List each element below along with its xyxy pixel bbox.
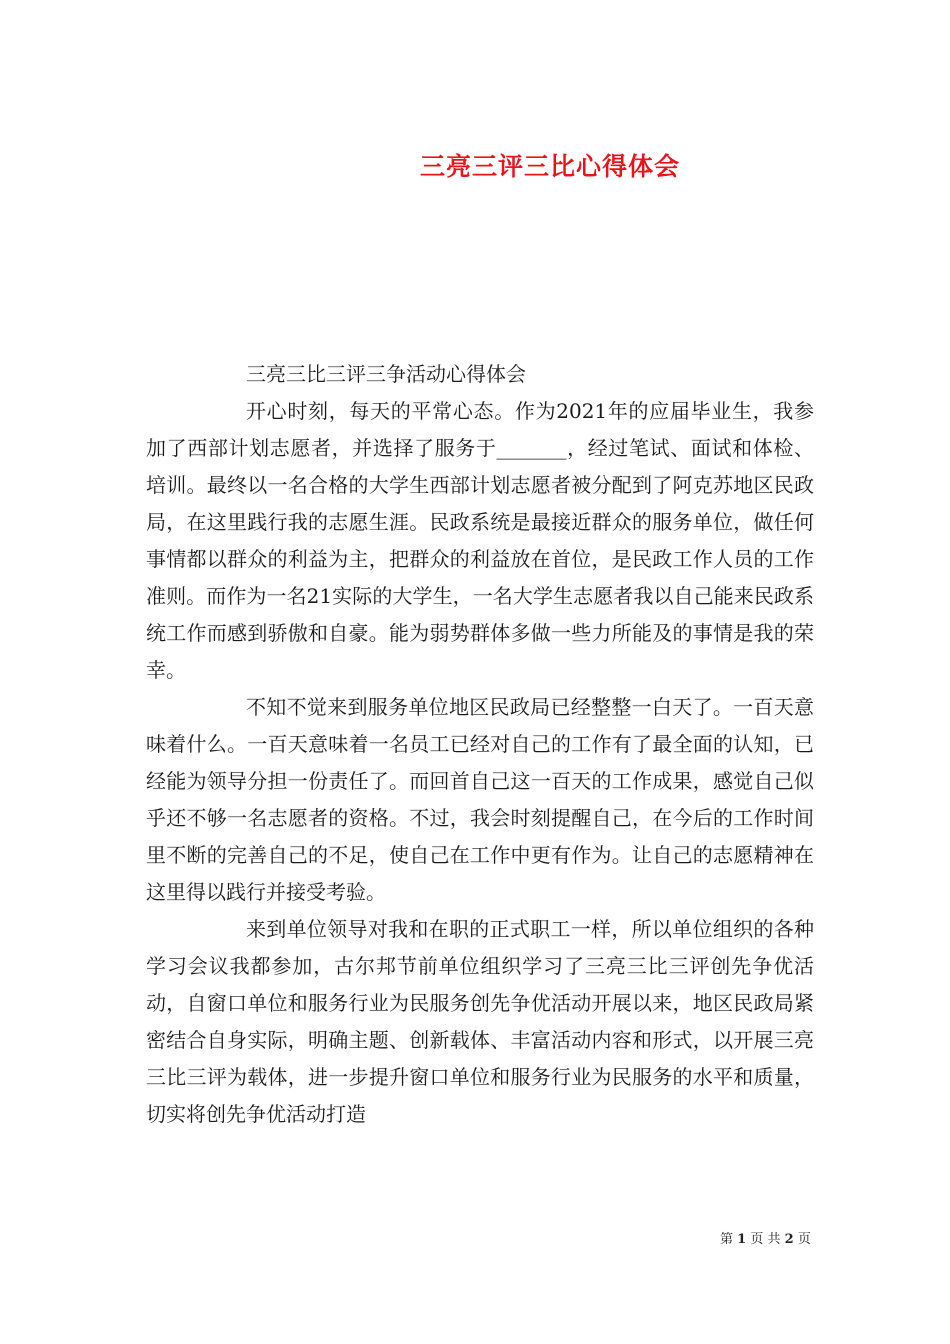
footer-prefix: 第 — [720, 1232, 734, 1247]
paragraph-3: 来到单位领导对我和在职的正式职工一样，所以单位组织的各种学习会议我都参加，古尔邦节前单位组织学习了三亮三比三评创先争优活动，自窗口单位和服务行业为民服务创先争优活动开展以来，地区民政局紧密结合自身实际，明确主题、创新载体、丰富活动内容和形式，以开展三亮三比三评为载体，进一步提升窗口单位和服务行业为民服务的水平和质量，切实将创先争优活动打造 — [146, 917, 814, 1126]
page-number-footer — [720, 1231, 811, 1249]
footer-middle: 页 共 — [750, 1232, 781, 1247]
footer-suffix: 页 — [797, 1232, 811, 1247]
footer-total-pages: 2 — [784, 1232, 794, 1247]
article-subtitle: 三亮三比三评三争活动心得体会 — [246, 362, 526, 386]
paragraph-1: 开心时刻，每天的平常心态。作为2021年的应届毕业生，我参加了西部计划志愿者，并选择了服务于_______，经过笔试、面试和体检、培训。最终以一名合格的大学生西部计划志愿者被分配到了阿克苏地区民政局，在这里践行我的志愿生涯。民政系统是最接近群众的服务单位，做任何事情都以群众的利益为主，把群众的利益放在首位，是民政工作人员的工作准则。而作为一名21实际的大学生，一名大学生志愿者我以自己能来民政系统工作而感到骄傲和自豪。能为弱势群体多做一些力所能及的事情是我的荣幸。 — [146, 399, 814, 682]
footer-current-page: 1 — [737, 1232, 747, 1247]
page-title: 三亮三评三比心得体会 — [419, 151, 680, 181]
article-body — [146, 356, 814, 1133]
paragraph-2: 不知不觉来到服务单位地区民政局已经整整一白天了。一百天意味着什么。一百天意味着一名员工已经对自己的工作有了最全面的认知，已经能为领导分担一份责任了。而回首自己这一百天的工作成果，感觉自己似乎还不够一名志愿者的资格。不过，我会时刻提醒自己，在今后的工作时间里不断的完善自己的不足，使自己在工作中更有作为。让自己的志愿精神在这里得以践行并接受考验。 — [146, 695, 814, 904]
